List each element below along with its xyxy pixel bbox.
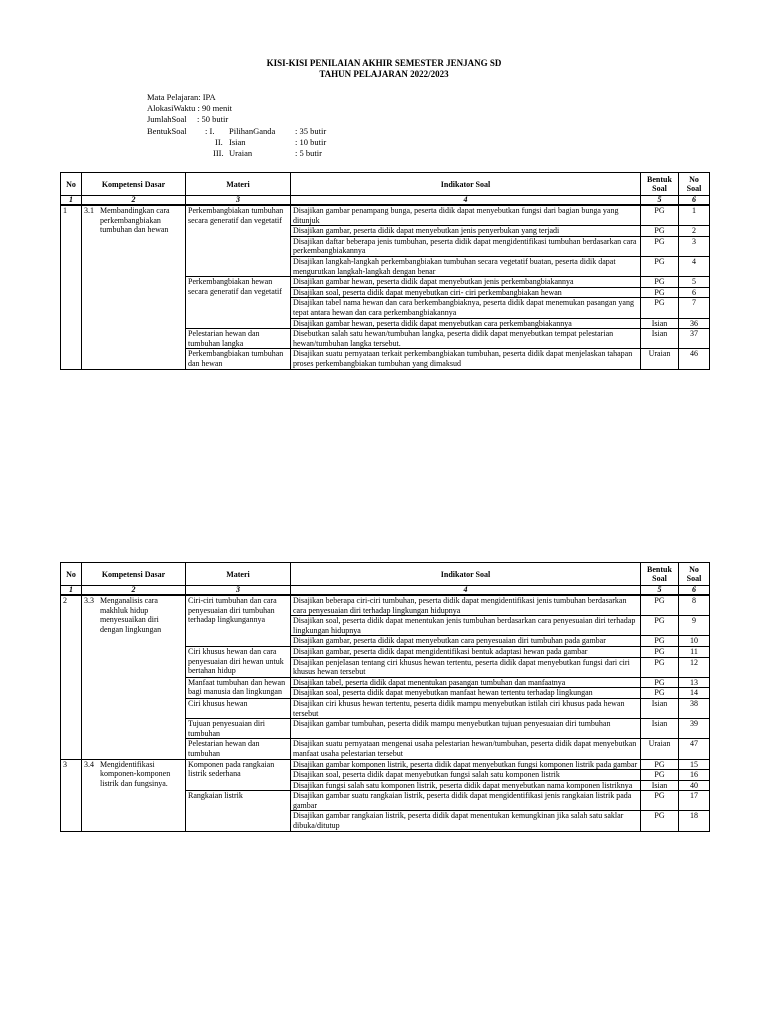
kompetensi-dasar-cell	[82, 595, 186, 759]
column-number: 1	[61, 196, 82, 206]
question-count-label: JumlahSoal	[147, 114, 187, 125]
kisi-table-2	[60, 562, 710, 832]
bentuk-soal-cell: PG	[641, 688, 679, 699]
column-number: 3	[186, 196, 291, 206]
indikator-cell: Disajikan soal, peserta didik dapat menyebutkan fungsi salah satu komponen listrik	[291, 770, 641, 781]
bentuk-soal-cell: PG	[641, 791, 679, 811]
indikator-cell: Disajikan gambar hewan, peserta didik dapat menyebutkan jenis perkembangbiakannya	[291, 277, 641, 288]
question-type-name: PilihanGanda	[229, 125, 276, 136]
time-line: AlokasiWaktu : 90 menit	[147, 103, 233, 114]
bentuk-soal-cell: Isian	[641, 780, 679, 791]
no-soal-cell: 39	[679, 719, 710, 739]
column-number: 4	[291, 196, 641, 206]
no-soal-cell: 10	[679, 636, 710, 647]
bentuk-soal-cell: PG	[641, 646, 679, 657]
materi-cell: Perkembangbiakan tumbuhan dan hewan	[186, 349, 291, 369]
header-kompetensi-dasar: Kompetensi Dasar	[82, 173, 186, 196]
no-soal-cell: 7	[679, 298, 710, 318]
indikator-cell: Disajikan suatu pernyataan mengenai usaha pelestarian hewan/tumbuhan, peserta didik dapat menyebutkan manfaat usaha pelestarian tersebut	[291, 739, 641, 759]
no-soal-cell: 38	[679, 698, 710, 718]
no-soal-cell: 15	[679, 759, 710, 770]
no-soal-cell: 18	[679, 811, 710, 831]
kompetensi-dasar	[84, 206, 183, 235]
kd-number: 3.3	[84, 596, 94, 605]
indikator-cell: Disajikan daftar beberapa jenis tumbuhan, peserta didik dapat mengidentifikasi tumbuhan berdasarkan cara perkembangbiakannya	[291, 236, 641, 256]
bentuk-soal-cell: Isian	[641, 698, 679, 718]
indikator-cell: Disajikan gambar tumbuhan, peserta didik mampu menyebutkan tujuan penyesuaian diri tumbuhan	[291, 719, 641, 739]
kd-text: Membandingkan cara perkembangbiakan tumbuhan dan hewan	[100, 206, 170, 235]
no-soal-cell: 11	[679, 646, 710, 657]
materi-cell: Ciri-ciri tumbuhan dan cara penyesuaian diri tumbuhan terhadap lingkungannya	[186, 595, 291, 646]
indikator-cell: Disajikan langkah-langkah perkembangbiakan tumbuhan secara vegetatif buatan, peserta didik dapat mengurutkan langkah-langkah dengan benar	[291, 256, 641, 276]
subject-line: Mata Pelajaran: IPA	[147, 92, 216, 102]
indikator-cell: Disajikan gambar, peserta didik dapat menyebutkan jenis penyerbukan yang terjadi	[291, 226, 641, 237]
indikator-cell: Disebutkan salah satu hewan/tumbuhan langka, peserta didik dapat menyebutkan tempat pelestarian hewan/tumbuhan langka tersebut.	[291, 329, 641, 349]
kd-number: 3.1	[84, 206, 94, 215]
no-soal-cell: 17	[679, 791, 710, 811]
indikator-cell: Disajikan beberapa ciri-ciri tumbuhan, peserta didik dapat mengidentifikasi jenis tumbuhan berdasarkan cara penyesuaian diri terhadap lingkungan hidupnya	[291, 595, 641, 616]
indikator-cell: Disajikan soal, peserta didik dapat menentukan jenis tumbuhan berdasarkan cara penyesuaian diri terhadap lingkungan hidupnya	[291, 616, 641, 636]
indikator-cell: Disajikan gambar komponen listrik, peserta didik dapat menyebutkan fungsi komponen listrik pada gambar	[291, 759, 641, 770]
header-kompetensi-dasar: Kompetensi Dasar	[82, 563, 186, 586]
header-no-soal: No Soal	[679, 173, 710, 196]
no-soal-cell: 47	[679, 739, 710, 759]
no-soal-cell: 46	[679, 349, 710, 369]
no-soal-cell: 3	[679, 236, 710, 256]
indikator-cell: Disajikan soal, peserta didik dapat menyebutkan ciri- ciri perkembangbiakan hewan	[291, 287, 641, 298]
materi-cell: Rangkaian listrik	[186, 791, 291, 831]
header-indikator-soal: Indikator Soal	[291, 563, 641, 586]
indikator-cell: Disajikan tabel, peserta didik dapat menentukan pasangan tumbuhan dan manfaatnya	[291, 677, 641, 688]
no-soal-cell: 2	[679, 226, 710, 237]
no-soal-cell: 9	[679, 616, 710, 636]
header-bentuk-soal: Bentuk Soal	[641, 173, 679, 196]
column-number: 6	[679, 586, 710, 596]
indikator-cell: Disajikan gambar rangkaian listrik, peserta didik dapat menentukan kemungkinan jika salah satu saklar dibuka/ditutup	[291, 811, 641, 831]
indikator-cell: Disajikan penjelasan tentang ciri khusus hewan tertentu, peserta didik dapat menyebutkan fungsi dari ciri khusus hewan tersebut	[291, 657, 641, 677]
materi-cell: Manfaat tumbuhan dan hewan bagi manusia dan lingkungan	[186, 677, 291, 698]
question-type-name: Isian	[229, 136, 246, 147]
header-materi: Materi	[186, 563, 291, 586]
bentuk-soal-cell: PG	[641, 256, 679, 276]
header-no-soal: No Soal	[679, 563, 710, 586]
materi-cell: Perkembangbiakan tumbuhan secara generatif dan vegetatif	[186, 205, 291, 277]
question-type-label: BentukSoal	[147, 125, 187, 136]
no-soal-cell: 8	[679, 595, 710, 616]
kompetensi-dasar-cell	[82, 205, 186, 369]
indikator-cell: Disajikan gambar, peserta didik dapat menyebutkan cara penyesuaian diri tumbuhan pada gambar	[291, 636, 641, 647]
table-header-row	[61, 173, 710, 196]
bentuk-soal-cell: PG	[641, 287, 679, 298]
kd-number: 3.4	[84, 759, 94, 769]
indikator-cell: Disajikan ciri khusus hewan tertentu, peserta didik mampu menyebutkan istilah ciri khusus pada hewan tersebut	[291, 698, 641, 718]
column-number: 5	[641, 196, 679, 206]
row-number: 1	[61, 205, 82, 369]
header-bentuk-soal: Bentuk Soal	[641, 563, 679, 586]
question-type-count: : 10 butir	[295, 136, 327, 147]
no-soal-cell: 14	[679, 688, 710, 699]
document-subtitle: TAHUN PELAJARAN 2022/2023	[319, 69, 449, 79]
header-materi: Materi	[186, 173, 291, 196]
indikator-cell: Disajikan soal, peserta didik dapat menyebutkan manfaat hewan tertentu terhadap lingkungan	[291, 688, 641, 699]
kompetensi-dasar	[84, 596, 183, 634]
column-number: 2	[82, 196, 186, 206]
no-soal-cell: 36	[679, 318, 710, 329]
table-row	[61, 205, 710, 226]
kisi-table-1	[60, 172, 710, 370]
materi-cell: Ciri khusus hewan	[186, 698, 291, 718]
bentuk-soal-cell: PG	[641, 657, 679, 677]
materi-cell: Tujuan penyesuaian diri tumbuhan	[186, 719, 291, 739]
bentuk-soal-cell: PG	[641, 595, 679, 616]
no-soal-cell: 13	[679, 677, 710, 688]
bentuk-soal-cell: Isian	[641, 318, 679, 329]
materi-cell: Pelestarian hewan dan tumbuhan langka	[186, 329, 291, 349]
bentuk-soal-cell: Uraian	[641, 739, 679, 759]
no-soal-cell: 12	[679, 657, 710, 677]
no-soal-cell: 16	[679, 770, 710, 781]
bentuk-soal-cell: PG	[641, 636, 679, 647]
no-soal-cell: 6	[679, 287, 710, 298]
question-type-prefix: II.	[215, 136, 223, 147]
bentuk-soal-cell: PG	[641, 277, 679, 288]
header-indikator-soal: Indikator Soal	[291, 173, 641, 196]
column-number-row	[61, 196, 710, 206]
bentuk-soal-cell: PG	[641, 616, 679, 636]
indikator-cell: Disajikan gambar hewan, peserta didik dapat menyebutkan cara perkembangbiakannya	[291, 318, 641, 329]
column-number: 2	[82, 586, 186, 596]
bentuk-soal-cell: PG	[641, 770, 679, 781]
no-soal-cell: 4	[679, 256, 710, 276]
bentuk-soal-cell: PG	[641, 205, 679, 226]
no-soal-cell: 40	[679, 780, 710, 791]
no-soal-cell: 5	[679, 277, 710, 288]
column-number: 4	[291, 586, 641, 596]
question-type-count: : 5 butir	[295, 147, 322, 158]
bentuk-soal-cell: Uraian	[641, 349, 679, 369]
kompetensi-dasar	[84, 760, 183, 789]
materi-cell: Pelestarian hewan dan tumbuhan	[186, 739, 291, 759]
no-soal-cell: 37	[679, 329, 710, 349]
table-row	[61, 595, 710, 616]
row-number: 2	[61, 595, 82, 759]
table-row	[61, 759, 710, 770]
indikator-cell: Disajikan fungsi salah satu komponen listrik, peserta didik dapat menyebutkan nama komponen listriknya	[291, 780, 641, 791]
indikator-cell: Disajikan gambar suatu rangkaian listrik, peserta didik dapat mengidentifikasi jenis rangkaian listrik pada gambar	[291, 791, 641, 811]
kd-text: Menganalisis cara makhluk hidup menyesuaikan diri dengan lingkungan	[100, 596, 162, 634]
bentuk-soal-cell: PG	[641, 298, 679, 318]
bentuk-soal-cell: Isian	[641, 329, 679, 349]
bentuk-soal-cell: PG	[641, 236, 679, 256]
indikator-cell: Disajikan suatu pernyataan terkait perkembangbiakan tumbuhan, peserta didik dapat menjelaskan tahapan proses perkembangbiakan tumbuhan yang dimaksud	[291, 349, 641, 369]
bentuk-soal-cell: PG	[641, 811, 679, 831]
header-no: No	[61, 563, 82, 586]
question-type-count: : 35 butir	[295, 125, 327, 136]
question-type-name: Uraian	[229, 147, 253, 158]
column-number: 6	[679, 196, 710, 206]
row-number: 3	[61, 759, 82, 831]
bentuk-soal-cell: Isian	[641, 719, 679, 739]
bentuk-soal-cell: PG	[641, 759, 679, 770]
column-number: 1	[61, 586, 82, 596]
materi-cell: Ciri khusus hewan dan cara penyesuaian diri hewan untuk bertahan hidup	[186, 646, 291, 677]
column-number: 5	[641, 586, 679, 596]
materi-cell: Komponen pada rangkaian listrik sederhana	[186, 759, 291, 791]
bentuk-soal-cell: PG	[641, 226, 679, 237]
document-title: KISI-KISI PENILAIAN AKHIR SEMESTER JENJANG SD	[266, 58, 502, 68]
materi-cell: Perkembangbiakan hewan secara generatif dan vegetatif	[186, 277, 291, 329]
indikator-cell: Disajikan gambar, peserta didik dapat mengidentifikasi bentuk adaptasi hewan pada gambar	[291, 646, 641, 657]
kompetensi-dasar-cell	[82, 759, 186, 831]
table-header-row	[61, 563, 710, 586]
column-number-row	[61, 586, 710, 596]
no-soal-cell: 1	[679, 205, 710, 226]
indikator-cell: Disajikan gambar penampang bunga, peserta didik dapat menyebutkan fungsi dari bagian bunga yang ditunjuk	[291, 205, 641, 226]
question-type-prefix: III.	[213, 147, 224, 158]
column-number: 3	[186, 586, 291, 596]
question-type-prefix: : I.	[205, 125, 215, 136]
header-no: No	[61, 173, 82, 196]
question-count-value: : 50 butir	[197, 114, 229, 125]
bentuk-soal-cell: PG	[641, 677, 679, 688]
kd-text: Mengidentifikasi komponen-komponen listrik dan fungsinya.	[100, 759, 171, 788]
indikator-cell: Disajikan tabel nama hewan dan cara berkembangbiaknya, peserta didik dapat menemukan pasangan yang tepat antara hewan dan cara perkembangbiakannya	[291, 298, 641, 318]
